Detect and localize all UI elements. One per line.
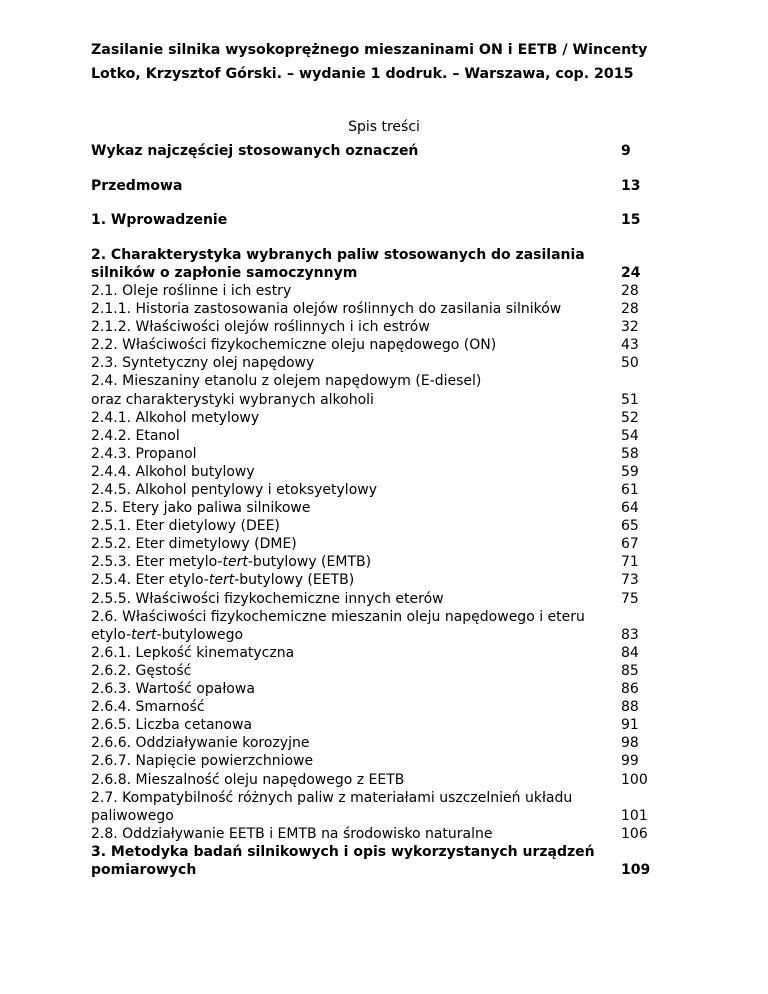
toc-entry-page: 64 bbox=[621, 500, 639, 517]
header-line-2: Lotko, Krzysztof Górski. – wydanie 1 dodruk. – Warszawa, cop. 2015 bbox=[91, 66, 634, 82]
toc-entry-page: 91 bbox=[621, 717, 639, 734]
toc-entry-label bbox=[91, 372, 621, 408]
toc-entry-label-line bbox=[91, 626, 621, 644]
toc-entry-page: 86 bbox=[621, 681, 639, 698]
toc-entry-page: 58 bbox=[621, 445, 639, 462]
toc-entry-page: 28 bbox=[621, 282, 639, 299]
toc-entry-label: 2.4.3. Propanol bbox=[91, 445, 197, 462]
toc-entry bbox=[91, 211, 691, 229]
toc-entry-label: 2.2. Właściwości fizykochemiczne oleju napędowego (ON) bbox=[91, 337, 497, 354]
toc-entry bbox=[91, 336, 691, 354]
toc-entry bbox=[91, 517, 691, 535]
toc-entry bbox=[91, 535, 691, 553]
toc-entry-page: 28 bbox=[621, 301, 639, 318]
toc-entry-label: 2.6.2. Gęstość bbox=[91, 662, 192, 679]
toc-label-part: -butylowego bbox=[156, 626, 244, 643]
toc-entry-label: 2.4.2. Etanol bbox=[91, 427, 180, 444]
toc-entry bbox=[91, 644, 691, 662]
toc-entry-label: 1. Wprowadzenie bbox=[91, 212, 228, 229]
toc-entry-label-line: 2.6. Właściwości fizykochemiczne mieszanin oleju napędowego i eteru bbox=[91, 608, 585, 625]
toc-entry bbox=[91, 825, 691, 843]
toc-label-part: -butylowy (EMTB) bbox=[247, 554, 372, 571]
toc-entry-label: 2.3. Syntetyczny olej napędowy bbox=[91, 355, 315, 372]
toc-entry-label bbox=[91, 843, 621, 879]
toc-entry bbox=[91, 680, 691, 698]
toc-label-part: etylo- bbox=[91, 626, 132, 643]
toc-entry-page: 24 bbox=[621, 264, 641, 281]
toc-entry-page: 65 bbox=[621, 518, 639, 535]
toc-entry-page: 51 bbox=[621, 391, 639, 408]
toc-entry bbox=[91, 409, 691, 427]
toc-entry-label-line: silników o zapłonie samoczynnym bbox=[91, 264, 358, 281]
toc-label-italic: tert bbox=[131, 626, 157, 643]
toc-entry-label bbox=[91, 571, 621, 589]
toc-entry bbox=[91, 789, 691, 825]
toc-entry-label: 2.6.4. Smarność bbox=[91, 699, 205, 716]
toc-entry bbox=[91, 318, 691, 336]
toc-entry-page: 85 bbox=[621, 662, 639, 679]
toc-entry-label: 2.1.1. Historia zastosowania olejów roślinnych do zasilania silników bbox=[91, 301, 562, 318]
header-line-1: Zasilanie silnika wysokoprężnego mieszaninami ON i EETB / Wincenty bbox=[91, 42, 648, 58]
toc-title: Spis treści bbox=[348, 119, 420, 135]
toc-entry bbox=[91, 771, 691, 789]
toc-entry bbox=[91, 752, 691, 770]
toc-entry-page: 67 bbox=[621, 536, 639, 553]
toc-entry bbox=[91, 354, 691, 372]
toc-entry-page: 9 bbox=[621, 143, 631, 159]
table-of-contents bbox=[91, 142, 691, 879]
toc-entry-label: 2.6.3. Wartość opałowa bbox=[91, 681, 255, 698]
toc-entry-page: 54 bbox=[621, 427, 639, 444]
toc-entry-page: 43 bbox=[621, 337, 639, 354]
toc-entry-label: 2.4.1. Alkohol metylowy bbox=[91, 409, 260, 426]
toc-entry bbox=[91, 246, 691, 282]
toc-entry bbox=[91, 481, 691, 499]
toc-entry bbox=[91, 698, 691, 716]
toc-label-part: 2.5.3. Eter metylo- bbox=[91, 554, 223, 571]
toc-entry bbox=[91, 142, 691, 160]
toc-entry bbox=[91, 499, 691, 517]
toc-entry-label: 2.8. Oddziaływanie EETB i EMTB na środowisko naturalne bbox=[91, 825, 493, 842]
toc-entry-label-line: 2. Charakterystyka wybranych paliw stosowanych do zasilania bbox=[91, 246, 585, 263]
toc-entry-page: 52 bbox=[621, 409, 639, 426]
toc-entry-label bbox=[91, 608, 621, 644]
toc-entry-page: 15 bbox=[621, 212, 641, 229]
toc-entry-label: 2.4.4. Alkohol butylowy bbox=[91, 463, 255, 480]
toc-entry-page: 100 bbox=[621, 771, 648, 788]
toc-entry bbox=[91, 608, 691, 644]
toc-label-italic: tert bbox=[208, 572, 235, 589]
toc-entry-label: 2.5.5. Właściwości fizykochemiczne innych eterów bbox=[91, 590, 444, 607]
toc-entry bbox=[91, 716, 691, 734]
toc-entry-page: 99 bbox=[621, 753, 639, 770]
toc-entry-label-line: 3. Metodyka badań silnikowych i opis wykorzystanych urządzeń bbox=[91, 843, 595, 860]
toc-entry-page: 71 bbox=[621, 554, 639, 571]
toc-entry-label-line: 2.7. Kompatybilność różnych paliw z materiałami uszczelnień układu bbox=[91, 789, 573, 806]
toc-entry-page: 61 bbox=[621, 482, 639, 498]
toc-entry-page: 106 bbox=[621, 825, 648, 842]
toc-entry bbox=[91, 662, 691, 680]
toc-entry-page: 73 bbox=[621, 572, 639, 589]
toc-entry-label: 2.5.1. Eter dietylowy (DEE) bbox=[91, 518, 280, 535]
toc-entry-page: 84 bbox=[621, 644, 639, 661]
toc-entry-page: 32 bbox=[621, 319, 639, 336]
toc-entry-label: Przedmowa bbox=[91, 177, 183, 194]
toc-entry bbox=[91, 282, 691, 300]
toc-label-italic: tert bbox=[222, 554, 248, 571]
toc-entry bbox=[91, 571, 691, 589]
toc-entry-label: 2.4.5. Alkohol pentylowy i etoksyetylowy bbox=[91, 482, 378, 498]
toc-entry bbox=[91, 463, 691, 481]
toc-label-part: -butylowy (EETB) bbox=[234, 572, 355, 589]
toc-entry-page: 75 bbox=[621, 590, 639, 607]
toc-entry-label: 2.6.1. Lepkość kinematyczna bbox=[91, 644, 295, 661]
toc-entry bbox=[91, 177, 691, 195]
toc-label-part: 2.5.4. Eter etylo- bbox=[91, 572, 209, 589]
toc-entry bbox=[91, 427, 691, 445]
toc-entry-label: 2.6.5. Liczba cetanowa bbox=[91, 717, 253, 734]
toc-entry-page: 109 bbox=[621, 861, 651, 878]
toc-entry-label: Wykaz najczęściej stosowanych oznaczeń bbox=[91, 143, 419, 159]
toc-entry bbox=[91, 843, 691, 879]
toc-entry-label: 2.5. Etery jako paliwa silnikowe bbox=[91, 500, 311, 517]
toc-entry-page: 13 bbox=[621, 177, 641, 194]
toc-entry-page: 101 bbox=[621, 807, 648, 824]
toc-entry-page: 59 bbox=[621, 463, 639, 480]
toc-entry-label: 2.6.8. Mieszalność oleju napędowego z EETB bbox=[91, 771, 405, 788]
toc-entry bbox=[91, 300, 691, 318]
toc-entry-page: 83 bbox=[621, 626, 639, 643]
toc-entry-label: 2.6.7. Napięcie powierzchniowe bbox=[91, 753, 314, 770]
toc-entry-label-line: pomiarowych bbox=[91, 861, 197, 878]
toc-entry-label: 2.5.2. Eter dimetylowy (DME) bbox=[91, 536, 297, 553]
toc-entry-label-line: oraz charakterystyki wybranych alkoholi bbox=[91, 391, 374, 408]
toc-entry-label bbox=[91, 789, 621, 825]
toc-entry-label: 2.1.2. Właściwości olejów roślinnych i ich estrów bbox=[91, 319, 430, 336]
toc-entry-page: 98 bbox=[621, 735, 639, 752]
toc-entry-label: 2.6.6. Oddziaływanie korozyjne bbox=[91, 735, 310, 752]
toc-entry bbox=[91, 372, 691, 408]
toc-entry-label-line: paliwowego bbox=[91, 807, 174, 824]
bibliographic-header bbox=[91, 38, 691, 86]
toc-entry bbox=[91, 590, 691, 608]
toc-entry bbox=[91, 445, 691, 463]
toc-entry bbox=[91, 553, 691, 571]
toc-entry-label bbox=[91, 246, 621, 282]
toc-entry-page: 88 bbox=[621, 699, 639, 716]
toc-entry bbox=[91, 734, 691, 752]
toc-entry-label: 2.1. Oleje roślinne i ich estry bbox=[91, 282, 292, 299]
toc-entry-label bbox=[91, 553, 621, 571]
toc-entry-label-line: 2.4. Mieszaniny etanolu z olejem napędowym (E-diesel) bbox=[91, 373, 482, 390]
toc-entry-page: 50 bbox=[621, 355, 639, 372]
